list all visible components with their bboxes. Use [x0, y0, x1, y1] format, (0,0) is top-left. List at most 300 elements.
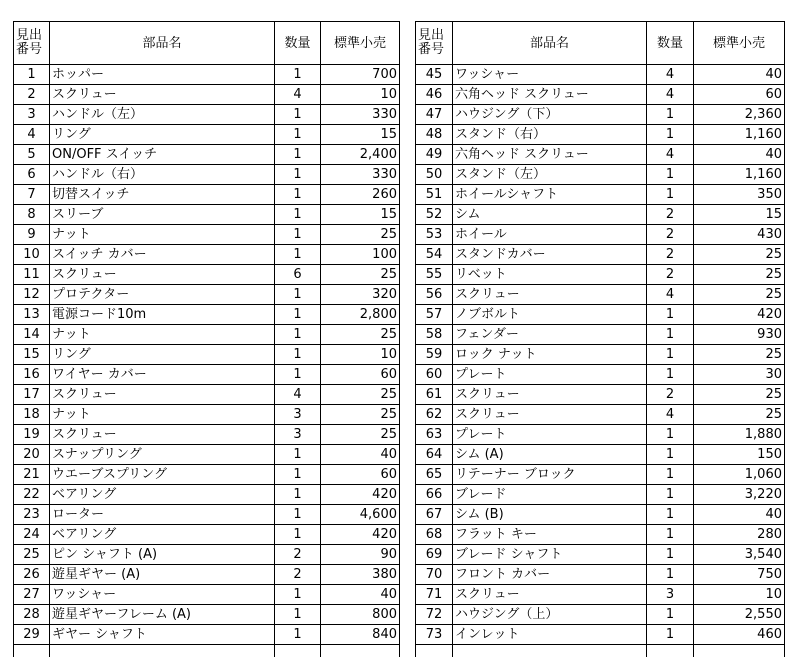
table-row [14, 565, 400, 585]
part-name: リング [50, 125, 275, 145]
part-price: 420 [321, 525, 400, 545]
cutoff-cell [416, 645, 453, 657]
part-price: 25 [321, 225, 400, 245]
table-row [14, 525, 400, 545]
cutoff-cell [453, 645, 647, 657]
part-name: ワイヤー カバー [50, 365, 275, 385]
part-name: スタンド（左） [453, 165, 647, 185]
part-number: 56 [416, 285, 453, 305]
part-number: 67 [416, 505, 453, 525]
part-quantity: 1 [275, 145, 321, 165]
part-number: 72 [416, 605, 453, 625]
part-quantity: 4 [647, 285, 694, 305]
part-quantity: 1 [647, 325, 694, 345]
part-quantity: 1 [275, 65, 321, 85]
part-price: 1,160 [694, 125, 785, 145]
part-price: 3,540 [694, 545, 785, 565]
part-number: 48 [416, 125, 453, 145]
part-price: 380 [321, 565, 400, 585]
table-row [416, 205, 785, 225]
part-quantity: 6 [275, 265, 321, 285]
part-price: 25 [321, 425, 400, 445]
part-quantity: 4 [647, 85, 694, 105]
part-quantity: 1 [275, 225, 321, 245]
part-quantity: 1 [647, 445, 694, 465]
part-name: ワッシャー [50, 585, 275, 605]
part-name: ナット [50, 325, 275, 345]
table-row [14, 465, 400, 485]
part-price: 40 [694, 505, 785, 525]
table-row [416, 125, 785, 145]
parts-table-left [13, 21, 400, 657]
table-row [416, 445, 785, 465]
part-price: 25 [321, 325, 400, 345]
part-name: リテーナー ブロック [453, 465, 647, 485]
part-number: 18 [14, 405, 50, 425]
part-quantity: 4 [647, 145, 694, 165]
table-row [416, 325, 785, 345]
part-price: 30 [694, 365, 785, 385]
part-name: ON/OFF スイッチ [50, 145, 275, 165]
part-name: フェンダー [453, 325, 647, 345]
part-number: 10 [14, 245, 50, 265]
table-row [416, 245, 785, 265]
part-number: 25 [14, 545, 50, 565]
part-price: 40 [694, 145, 785, 165]
part-quantity: 1 [275, 525, 321, 545]
part-price: 840 [321, 625, 400, 645]
part-name: フラット キー [453, 525, 647, 545]
table-row [14, 105, 400, 125]
part-name: 遊星ギヤーフレーム (A) [50, 605, 275, 625]
table-header-row [416, 22, 785, 65]
part-name: スクリュー [453, 405, 647, 425]
part-name: 電源コード10m [50, 305, 275, 325]
part-quantity: 1 [647, 125, 694, 145]
part-quantity: 1 [275, 105, 321, 125]
table-row [416, 545, 785, 565]
part-quantity: 1 [275, 625, 321, 645]
part-name: ハウジング（上） [453, 605, 647, 625]
part-number: 14 [14, 325, 50, 345]
part-quantity: 1 [647, 625, 694, 645]
part-name: シム [453, 205, 647, 225]
header-price: 標準小売 [694, 22, 785, 65]
part-number: 13 [14, 305, 50, 325]
header-part-name: 部品名 [453, 22, 647, 65]
part-number: 24 [14, 525, 50, 545]
table-row [14, 125, 400, 145]
part-name: スタンドカバー [453, 245, 647, 265]
table-row [416, 565, 785, 585]
part-name: ナット [50, 405, 275, 425]
table-row [14, 365, 400, 385]
cutoff-cell [275, 645, 321, 657]
part-quantity: 1 [647, 525, 694, 545]
part-name: プレート [453, 425, 647, 445]
part-quantity: 1 [647, 565, 694, 585]
table-header-row [14, 22, 400, 65]
part-quantity: 1 [647, 165, 694, 185]
table-row [14, 425, 400, 445]
part-quantity: 1 [647, 545, 694, 565]
table-row [416, 285, 785, 305]
table-row [416, 385, 785, 405]
part-quantity: 1 [647, 425, 694, 445]
part-number: 73 [416, 625, 453, 645]
part-number: 2 [14, 85, 50, 105]
part-price: 2,400 [321, 145, 400, 165]
part-number: 21 [14, 465, 50, 485]
part-number: 55 [416, 265, 453, 285]
part-number: 54 [416, 245, 453, 265]
part-number: 68 [416, 525, 453, 545]
part-number: 70 [416, 565, 453, 585]
parts-table-right [415, 21, 785, 657]
table-row [14, 185, 400, 205]
part-name: ナット [50, 225, 275, 245]
table-row [416, 185, 785, 205]
part-quantity: 2 [647, 265, 694, 285]
part-name: 遊星ギヤー (A) [50, 565, 275, 585]
part-quantity: 1 [647, 105, 694, 125]
part-quantity: 1 [275, 505, 321, 525]
part-name: スクリュー [453, 585, 647, 605]
part-price: 430 [694, 225, 785, 245]
part-price: 25 [321, 265, 400, 285]
part-quantity: 1 [275, 185, 321, 205]
table-row [14, 245, 400, 265]
part-price: 25 [694, 265, 785, 285]
part-price: 350 [694, 185, 785, 205]
part-price: 40 [321, 445, 400, 465]
part-price: 3,220 [694, 485, 785, 505]
part-number: 28 [14, 605, 50, 625]
part-number: 58 [416, 325, 453, 345]
part-price: 2,550 [694, 605, 785, 625]
part-quantity: 1 [275, 205, 321, 225]
header-quantity: 数量 [275, 22, 321, 65]
part-quantity: 1 [275, 365, 321, 385]
part-quantity: 1 [647, 345, 694, 365]
part-price: 10 [694, 585, 785, 605]
part-price: 25 [694, 405, 785, 425]
part-number: 6 [14, 165, 50, 185]
part-name: ワッシャー [453, 65, 647, 85]
part-price: 330 [321, 105, 400, 125]
part-number: 63 [416, 425, 453, 445]
part-price: 700 [321, 65, 400, 85]
part-name: 六角ヘッド スクリュー [453, 145, 647, 165]
table-row [14, 445, 400, 465]
part-quantity: 1 [275, 465, 321, 485]
part-number: 4 [14, 125, 50, 145]
part-number: 59 [416, 345, 453, 365]
part-quantity: 1 [647, 605, 694, 625]
part-price: 25 [694, 285, 785, 305]
part-price: 15 [321, 205, 400, 225]
part-quantity: 2 [647, 385, 694, 405]
part-price: 2,360 [694, 105, 785, 125]
cutoff-cell [694, 645, 785, 657]
part-quantity: 1 [647, 505, 694, 525]
cutoff-cell [321, 645, 400, 657]
part-price: 60 [321, 465, 400, 485]
part-name: ロック ナット [453, 345, 647, 365]
part-number: 9 [14, 225, 50, 245]
table-row [416, 485, 785, 505]
part-name: リベット [453, 265, 647, 285]
header-quantity: 数量 [647, 22, 694, 65]
part-name: プロテクター [50, 285, 275, 305]
part-price: 10 [321, 85, 400, 105]
part-number: 12 [14, 285, 50, 305]
part-name: ホッパー [50, 65, 275, 85]
part-quantity: 3 [647, 585, 694, 605]
part-name: スクリュー [50, 85, 275, 105]
part-number: 69 [416, 545, 453, 565]
part-number: 23 [14, 505, 50, 525]
part-name: ベアリング [50, 525, 275, 545]
table-row [14, 85, 400, 105]
part-price: 40 [694, 65, 785, 85]
part-price: 330 [321, 165, 400, 185]
part-price: 320 [321, 285, 400, 305]
part-price: 15 [694, 205, 785, 225]
table-row [416, 345, 785, 365]
part-price: 60 [694, 85, 785, 105]
table-row [416, 225, 785, 245]
cutoff-cell [14, 645, 50, 657]
part-number: 1 [14, 65, 50, 85]
part-price: 40 [321, 585, 400, 605]
table-row-cutoff [416, 645, 785, 657]
part-quantity: 1 [275, 325, 321, 345]
part-name: リング [50, 345, 275, 365]
part-number: 45 [416, 65, 453, 85]
part-number: 27 [14, 585, 50, 605]
part-name: ハンドル（左） [50, 105, 275, 125]
part-number: 66 [416, 485, 453, 505]
part-quantity: 1 [275, 345, 321, 365]
part-quantity: 1 [647, 465, 694, 485]
part-price: 25 [321, 405, 400, 425]
table-row [14, 545, 400, 565]
part-price: 1,880 [694, 425, 785, 445]
part-quantity: 1 [275, 485, 321, 505]
table-row [416, 605, 785, 625]
part-price: 15 [321, 125, 400, 145]
part-name: スイッチ カバー [50, 245, 275, 265]
table-row [416, 85, 785, 105]
part-name: スナップリング [50, 445, 275, 465]
header-number: 見出 番号 [14, 22, 50, 65]
part-quantity: 4 [275, 385, 321, 405]
table-row [416, 625, 785, 645]
table-row [14, 505, 400, 525]
table-row [416, 505, 785, 525]
part-price: 25 [694, 245, 785, 265]
part-number: 50 [416, 165, 453, 185]
part-price: 800 [321, 605, 400, 625]
part-number: 22 [14, 485, 50, 505]
table-row [416, 265, 785, 285]
table-row [416, 585, 785, 605]
part-name: ブレード [453, 485, 647, 505]
part-name: ベアリング [50, 485, 275, 505]
part-price: 1,060 [694, 465, 785, 485]
part-price: 4,600 [321, 505, 400, 525]
part-name: スクリュー [50, 425, 275, 445]
part-name: ギヤー シャフト [50, 625, 275, 645]
table-row [14, 285, 400, 305]
part-price: 10 [321, 345, 400, 365]
part-number: 53 [416, 225, 453, 245]
table-row-cutoff [14, 645, 400, 657]
part-number: 62 [416, 405, 453, 425]
part-price: 1,160 [694, 165, 785, 185]
part-name: スクリュー [453, 285, 647, 305]
part-quantity: 2 [275, 545, 321, 565]
part-number: 71 [416, 585, 453, 605]
cutoff-cell [647, 645, 694, 657]
part-price: 460 [694, 625, 785, 645]
part-name: ホイールシャフト [453, 185, 647, 205]
table-row [14, 65, 400, 85]
part-quantity: 1 [275, 245, 321, 265]
part-name: スタンド（右） [453, 125, 647, 145]
part-price: 2,800 [321, 305, 400, 325]
part-name: ピン シャフト (A) [50, 545, 275, 565]
part-name: ローター [50, 505, 275, 525]
part-price: 25 [321, 385, 400, 405]
header-number: 見出 番号 [416, 22, 453, 65]
part-name: シム (A) [453, 445, 647, 465]
part-quantity: 2 [647, 225, 694, 245]
part-number: 49 [416, 145, 453, 165]
part-price: 420 [694, 305, 785, 325]
part-quantity: 1 [275, 605, 321, 625]
header-part-name: 部品名 [50, 22, 275, 65]
part-quantity: 1 [275, 285, 321, 305]
part-name: 切替スイッチ [50, 185, 275, 205]
part-number: 20 [14, 445, 50, 465]
table-row [416, 165, 785, 185]
part-number: 8 [14, 205, 50, 225]
part-price: 420 [321, 485, 400, 505]
part-price: 750 [694, 565, 785, 585]
part-number: 3 [14, 105, 50, 125]
part-quantity: 1 [275, 305, 321, 325]
part-name: プレート [453, 365, 647, 385]
part-name: スクリュー [50, 265, 275, 285]
part-name: 六角ヘッド スクリュー [453, 85, 647, 105]
part-number: 26 [14, 565, 50, 585]
part-quantity: 2 [275, 565, 321, 585]
table-row [14, 165, 400, 185]
part-number: 65 [416, 465, 453, 485]
part-quantity: 1 [275, 165, 321, 185]
table-row [416, 525, 785, 545]
part-name: ノブボルト [453, 305, 647, 325]
table-row [14, 405, 400, 425]
cutoff-cell [50, 645, 275, 657]
part-number: 7 [14, 185, 50, 205]
part-quantity: 1 [275, 125, 321, 145]
table-row [14, 305, 400, 325]
table-row [14, 485, 400, 505]
part-name: シム (B) [453, 505, 647, 525]
part-number: 5 [14, 145, 50, 165]
table-row [416, 105, 785, 125]
part-quantity: 2 [647, 205, 694, 225]
part-quantity: 2 [647, 245, 694, 265]
part-name: ハウジング（下） [453, 105, 647, 125]
table-row [14, 605, 400, 625]
part-price: 100 [321, 245, 400, 265]
part-name: スクリュー [453, 385, 647, 405]
header-price: 標準小売 [321, 22, 400, 65]
part-number: 51 [416, 185, 453, 205]
part-name: ハンドル（右） [50, 165, 275, 185]
part-number: 60 [416, 365, 453, 385]
part-quantity: 1 [647, 305, 694, 325]
part-number: 11 [14, 265, 50, 285]
part-name: スリーブ [50, 205, 275, 225]
table-row [416, 405, 785, 425]
table-row [14, 265, 400, 285]
part-price: 90 [321, 545, 400, 565]
table-row [416, 465, 785, 485]
part-name: スクリュー [50, 385, 275, 405]
part-quantity: 3 [275, 405, 321, 425]
part-number: 17 [14, 385, 50, 405]
table-row [14, 385, 400, 405]
part-quantity: 1 [275, 445, 321, 465]
part-price: 25 [694, 345, 785, 365]
table-row [14, 585, 400, 605]
table-row [416, 65, 785, 85]
part-name: ブレード シャフト [453, 545, 647, 565]
part-name: ウエーブスプリング [50, 465, 275, 485]
part-name: ホイール [453, 225, 647, 245]
part-number: 15 [14, 345, 50, 365]
table-row [416, 145, 785, 165]
part-name: フロント カバー [453, 565, 647, 585]
part-number: 16 [14, 365, 50, 385]
part-number: 57 [416, 305, 453, 325]
part-quantity: 4 [647, 405, 694, 425]
part-quantity: 1 [647, 485, 694, 505]
table-row [14, 145, 400, 165]
part-number: 29 [14, 625, 50, 645]
part-quantity: 1 [647, 365, 694, 385]
part-name: インレット [453, 625, 647, 645]
part-number: 61 [416, 385, 453, 405]
part-price: 150 [694, 445, 785, 465]
table-row [14, 225, 400, 245]
part-price: 280 [694, 525, 785, 545]
table-row [14, 625, 400, 645]
table-row [416, 305, 785, 325]
part-price: 25 [694, 385, 785, 405]
table-row [14, 345, 400, 365]
part-number: 52 [416, 205, 453, 225]
part-quantity: 4 [647, 65, 694, 85]
part-quantity: 1 [647, 185, 694, 205]
part-number: 46 [416, 85, 453, 105]
part-quantity: 3 [275, 425, 321, 445]
